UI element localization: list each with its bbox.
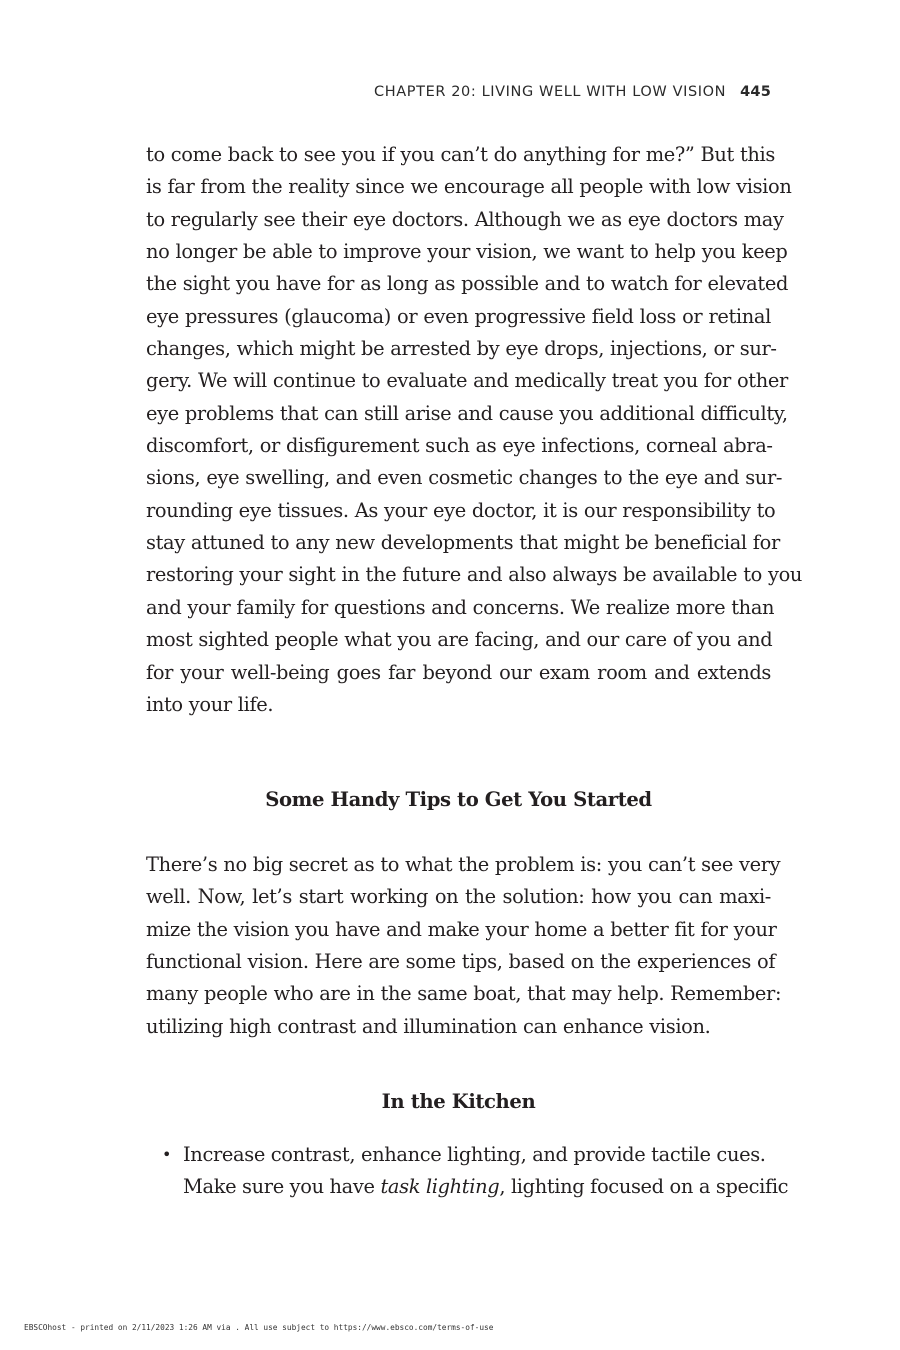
list-item-text: Make sure you have (183, 1175, 381, 1199)
paragraph-line: eye problems that can still arise and cause you additional difficulty, (146, 401, 788, 425)
paragraph-line: into your life. (146, 692, 274, 716)
paragraph-line: and your family for questions and concerns. We realize more than (146, 595, 775, 619)
paragraph-line: the sight you have for as long as possible and to watch for elevated (146, 272, 789, 296)
paragraph-line: to come back to see you if you can’t do anything for me?” But this (146, 143, 776, 166)
list-item-text: , lighting focused on a specific (499, 1175, 789, 1199)
paragraph-line: is far from the reality since we encourage all people with low vision (146, 175, 792, 199)
footer-notice: EBSCOhost - printed on 2/11/2023 1:26 AM via . All use subject to https://www.ebsco.com/terms-of-use (24, 1323, 494, 1332)
paragraph-line: changes, which might be arrested by eye drops, injections, or sur- (146, 337, 777, 361)
subsection-heading: In the Kitchen (381, 1090, 536, 1113)
list-item-line: Increase contrast, enhance lighting, and provide tactile cues. (183, 1143, 766, 1166)
paragraph-line: discomfort, or disfigurement such as eye infections, corneal abra- (146, 434, 773, 458)
paragraph-line: mize the vision you have and make your home a better fit for your (146, 917, 777, 941)
paragraph-line: most sighted people what you are facing, and our care of you and (146, 628, 773, 652)
paragraph-line: well. Now, let’s start working on the solution: how you can maxi- (146, 885, 771, 909)
body-paragraph-2 (146, 849, 782, 1043)
paragraph-line: gery. We will continue to evaluate and medically treat you for other (146, 369, 788, 393)
section-heading: Some Handy Tips to Get You Started (265, 788, 652, 811)
tips-list (146, 1139, 789, 1204)
paragraph-line: utilizing high contrast and illumination can enhance vision. (146, 1014, 711, 1038)
paragraph-line: eye pressures (glaucoma) or even progressive field loss or retinal (146, 304, 771, 328)
list-item-line (183, 1171, 789, 1203)
paragraph-line: to regularly see their eye doctors. Although we as eye doctors may (146, 207, 784, 231)
list-item (146, 1139, 789, 1204)
paragraph-line: There’s no big secret as to what the problem is: you can’t see very (146, 853, 781, 876)
body-paragraph-1 (146, 139, 803, 721)
paragraph-line: sions, eye swelling, and even cosmetic changes to the eye and sur- (146, 466, 783, 490)
paragraph-line: many people who are in the same boat, that may help. Remember: (146, 982, 782, 1006)
paragraph-line: rounding eye tissues. As your eye doctor, it is our responsibility to (146, 498, 776, 522)
paragraph-line: stay attuned to any new developments that might be beneficial for (146, 531, 780, 555)
paragraph-line: restoring your sight in the future and also always be available to you (146, 563, 803, 587)
emphasized-term: task lighting (380, 1175, 500, 1199)
paragraph-line: functional vision. Here are some tips, based on the experiences of (146, 950, 776, 974)
paragraph-line: no longer be able to improve your vision, we want to help you keep (146, 240, 788, 264)
chapter-title: CHAPTER 20: LIVING WELL WITH LOW VISION (374, 84, 727, 100)
page-number: 445 (740, 84, 771, 100)
paragraph-line: for your well-being goes far beyond our exam room and extends (146, 660, 771, 684)
bullet-icon: • (162, 1145, 172, 1164)
running-head (374, 84, 771, 100)
